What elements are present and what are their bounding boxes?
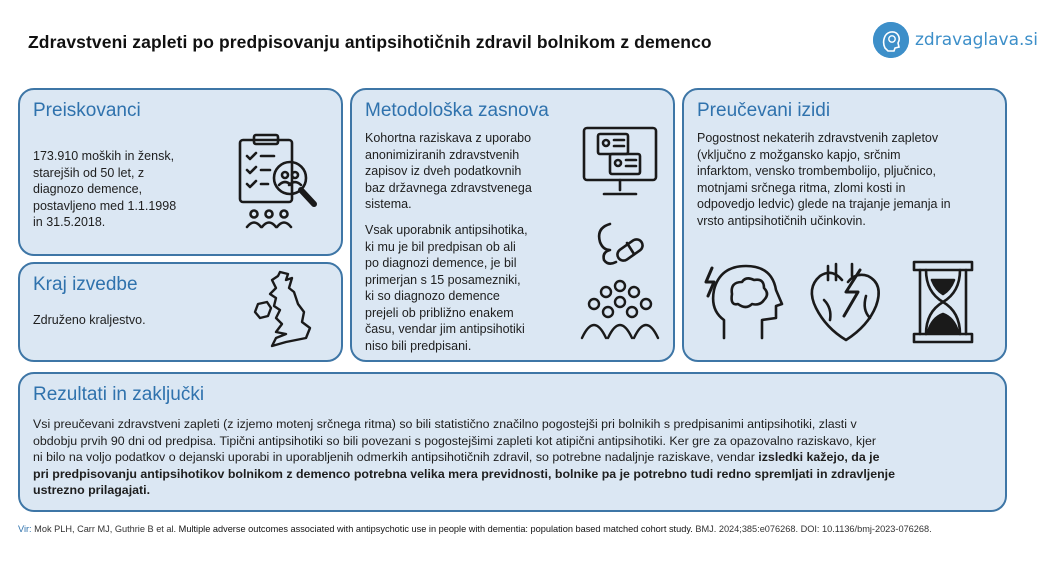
brain-stroke-icon — [702, 260, 786, 344]
rezultati-title: Rezultati in zaključki — [33, 384, 205, 405]
kraj-panel — [18, 262, 343, 362]
izidi-panel — [682, 88, 1007, 362]
uk-map-icon — [250, 268, 320, 358]
izidi-title: Preučevani izidi — [697, 100, 831, 121]
heart-attack-icon — [802, 260, 888, 344]
logo-text: zdravaglava.si — [915, 30, 1038, 50]
preiskovanci-text: 173.910 moških in žensk, starejših od 50 let, z diagnozo demence, postavljeno med 1.1.1998 in 31.5.2018. — [33, 149, 177, 229]
metodologija-para2: Vsak uporabnik antipsihotika, ki mu je bil predpisan ob ali po diagnozi demence, je bil primerjan s 15 posamezniki, ki so diagnozo demence prejeli ob približno enakem času, vendar jim antipsihotiki niso bili predpisani. — [365, 223, 528, 353]
preiskovanci-panel — [18, 88, 343, 256]
hourglass-icon — [910, 258, 976, 346]
checklist-magnifier-icon — [234, 132, 324, 232]
logo[interactable] — [873, 22, 1038, 58]
kraj-text: Združeno kraljestvo. — [33, 313, 146, 327]
page-title: Zdravstveni zapleti po predpisovanju antipsihotičnih zdravil bolnikom z demenco — [28, 32, 712, 52]
metodologija-panel — [350, 88, 675, 362]
metodologija-title: Metodološka zasnova — [365, 100, 549, 121]
rezultati-text: Vsi preučevani zdravstveni zapleti (z izjemo motenj srčnega ritma) so bili statistično značilno pogostejši pri bolnikih s predpisanimi antipsihotiki, zlasti v obdobju prvih 90 dni od predpisa. Tipični antipsihotiki so bili povezani s pogostejšimi zapleti kot atipični antipsihotiki. Ker gre za opazovalno raziskavo, kjer ni bilo na voljo podatkov o dejanski uporabi in uporabljenih odmerkih antipsihotičnih zdravil, so potrebne nadaljnje raziskave, vendar izsledki kažejo, da je pri predpisovanju antipsihotikov bolnikom z demenco potrebna velika mera previdnosti, bolnike pa je potrebno tudi redno spremljati in zdravljenje ustrezno prilagajati. — [33, 417, 895, 497]
group-icon — [578, 278, 662, 344]
izidi-text: Pogostnost nekaterih zdravstvenih zapletov (vključno z možgansko kapjo, srčnim infarktom, vensko trombembolijo, pljučnico, motnjami srčnega ritma, zlomi kosti in odpovedjo ledvic) glede na trajanje jemanja in vrsto antipsihotičnih učinkovin. — [697, 131, 951, 228]
reference: Vir: Mok PLH, Carr MJ, Guthrie B et al. Multiple adverse outcomes associated with antipsychotic use in people with dementia: population based matched cohort study. BMJ. 2024;385:e076268. DOI: 10.1136/bmj-2023-076268. — [18, 524, 932, 534]
kraj-title: Kraj izvedbe — [33, 274, 138, 295]
pills-icon — [592, 218, 648, 266]
preiskovanci-title: Preiskovanci — [33, 100, 141, 121]
computer-records-icon — [580, 124, 660, 200]
rezultati-panel — [18, 372, 1007, 512]
metodologija-para1: Kohortna raziskava z uporabo anonimiziranih zdravstvenih zapisov iz dveh podatkovnih baz državnega zdravstvenega sistema. — [365, 131, 532, 211]
logo-head-icon — [873, 22, 909, 58]
